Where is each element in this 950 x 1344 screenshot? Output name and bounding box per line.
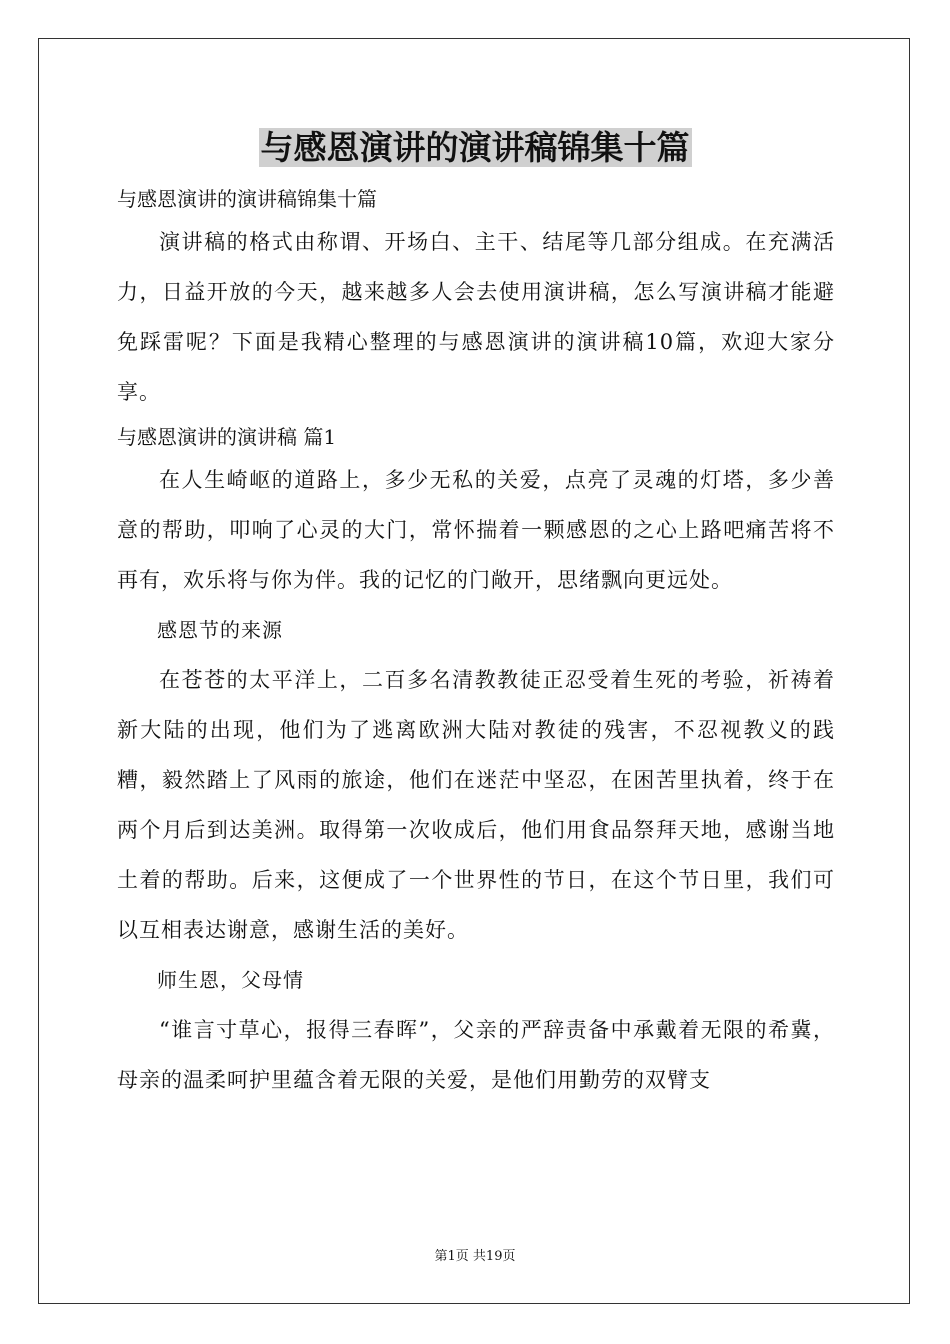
intro-paragraph: 演讲稿的格式由称谓、开场白、主干、结尾等几部分组成。在充满活力，日益开放的今天，越来越多人会去使用演讲稿，怎么写演讲稿才能避免踩雷呢？下面是我精心整理的与感恩演讲的演讲稿10篇，欢迎大家分享。: [117, 230, 835, 404]
body-paragraph: 在人生崎岖的道路上，多少无私的关爱，点亮了灵魂的灯塔，多少善意的帮助，叩响了心灵的大门，常怀揣着一颗感恩的之心上路吧痛苦将不再有，欢乐将与你为伴。我的记忆的门敞开，思绪飘向更远处。: [117, 468, 835, 592]
document-body: [117, 181, 835, 1105]
body-paragraph: 在苍苍的太平洋上，二百多名清教教徒正忍受着生死的考验，祈祷着新大陆的出现，他们为了逃离欧洲大陆对教徒的残害，不忍视教义的践糟，毅然踏上了风雨的旅途，他们在迷茫中坚忍，在困苦里执着，终于在两个月后到达美洲。取得第一次收成后，他们用食品祭拜天地，感谢当地土着的帮助。后来，这便成了一个世界性的节日，在这个节日里，我们可以互相表达谢意，感谢生活的美好。: [117, 668, 835, 942]
section-heading: 与感恩演讲的演讲稿 篇1: [117, 425, 337, 449]
page-footer: 第1页 共19页: [434, 1249, 516, 1264]
body-paragraph: “谁言寸草心，报得三春晖”，父亲的严辞责备中承戴着无限的希冀，母亲的温柔呵护里蕴含着无限的关爱，是他们用勤劳的双臂支: [117, 1018, 835, 1092]
body-paragraph-heading: 师生恩，父母情: [157, 968, 304, 992]
document-title-text: 与感恩演讲的演讲稿锦集十篇: [260, 128, 690, 167]
document-title: [0, 126, 950, 170]
document-subtitle: 与感恩演讲的演讲稿锦集十篇: [117, 187, 377, 211]
body-paragraph-heading: 感恩节的来源: [157, 618, 283, 642]
